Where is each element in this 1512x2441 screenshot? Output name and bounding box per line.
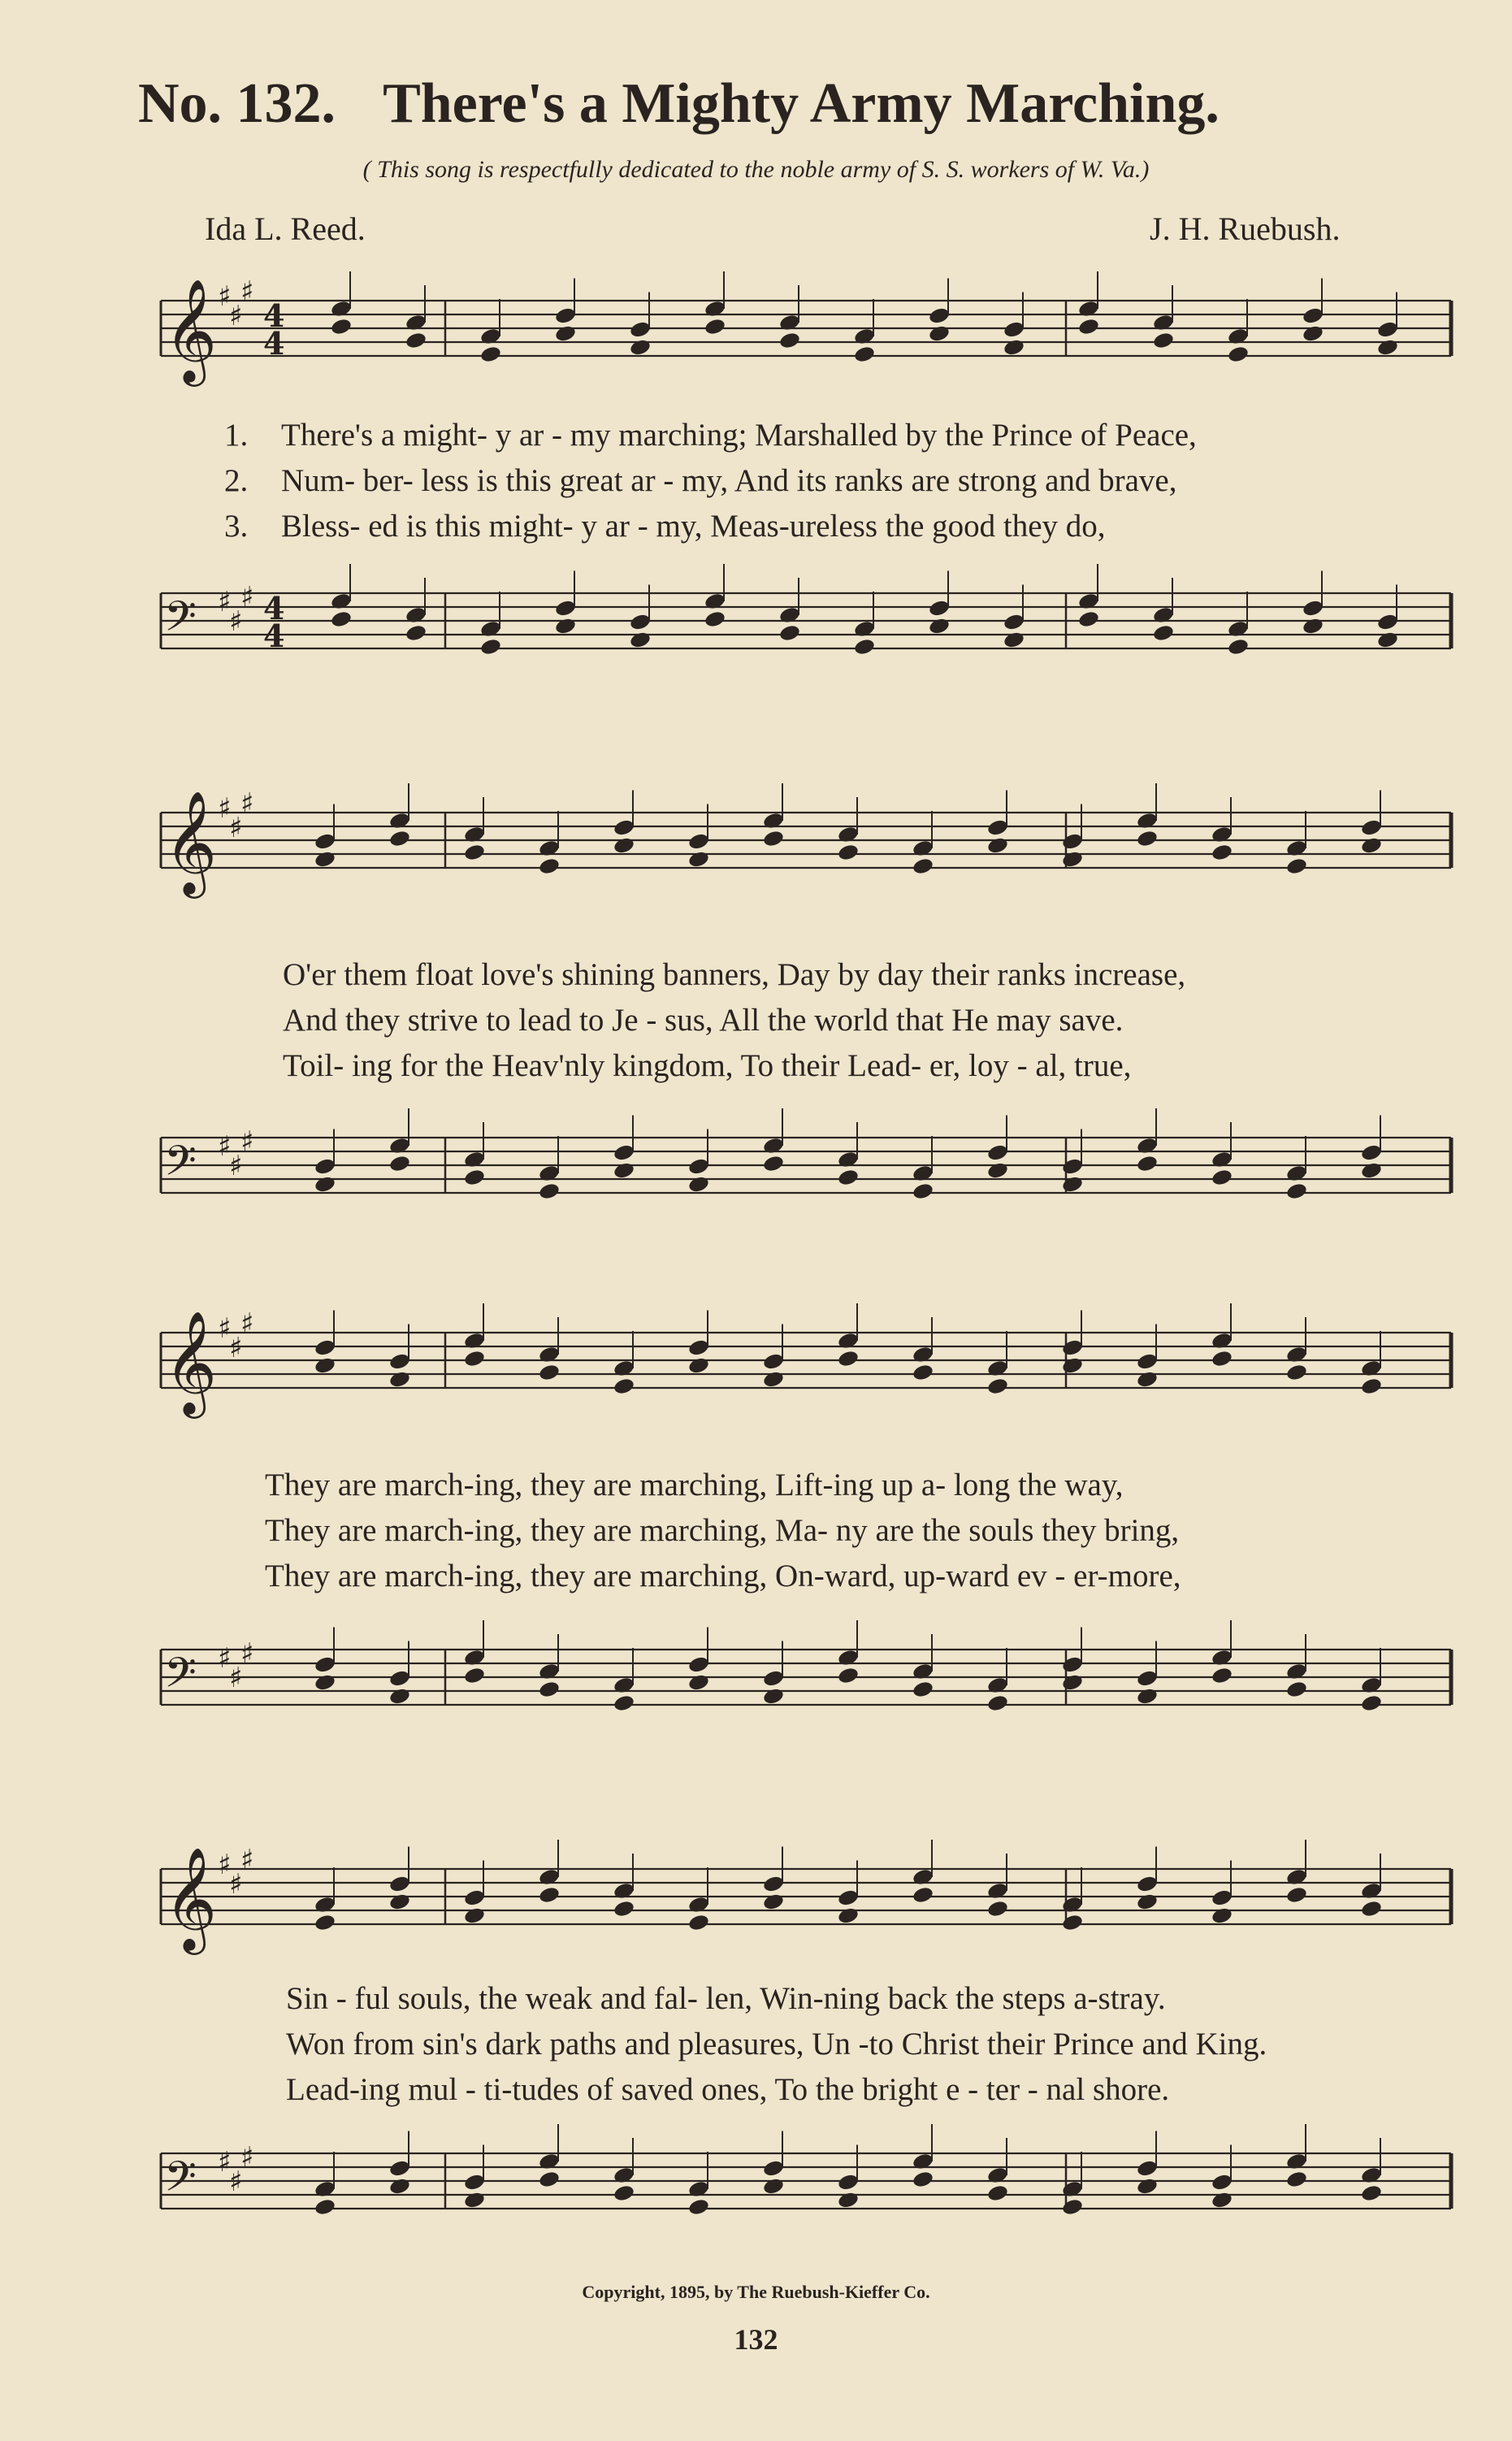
lyric-line: They are march-ing, they are marching, Ma- ny are the souls they bring, <box>265 1513 1180 1548</box>
note-heads <box>314 1303 1383 1396</box>
sharp-icon: ♯ <box>229 1662 243 1694</box>
lyrics-system-4 <box>286 1976 1267 2113</box>
staff-lines <box>161 2153 1451 2209</box>
sharp-icon: ♯ <box>218 2146 232 2179</box>
sharp-icon: ♯ <box>229 605 243 638</box>
lyric-line: They are march-ing, they are marching, On-ward, up-ward ev - er-more, <box>265 1559 1181 1593</box>
treble-clef-icon: 𝄞 <box>164 790 218 894</box>
staff-lines <box>161 593 1451 648</box>
sharp-icon: ♯ <box>229 1332 243 1364</box>
time-signature-bottom: 4 <box>263 618 285 654</box>
sharp-icon: ♯ <box>240 581 254 614</box>
note-heads <box>314 1840 1383 1932</box>
staff-lines <box>161 1869 1451 1924</box>
lyrics-system-3 <box>265 1463 1181 1599</box>
dedication: ( This song is respectfully dedicated to the noble army of S. S. workers of W. Va.) <box>362 156 1150 183</box>
lyric-line: Toil- ing for the Heav'nly kingdom, To their Lead- er, loy - al, true, <box>283 1048 1132 1083</box>
treble-staff-system-3 <box>0 1300 1512 1463</box>
hymn-number: No. 132. <box>138 72 336 135</box>
bass-clef-icon: 𝄢 <box>164 592 197 651</box>
sharp-icon: ♯ <box>218 1130 232 1163</box>
sharp-icon: ♯ <box>229 2166 243 2198</box>
sharp-icon: ♯ <box>240 275 254 308</box>
sharp-icon: ♯ <box>218 792 232 825</box>
lyric-line: Sin - ful souls, the weak and fal- len, Win-ning back the steps a-stray. <box>286 1981 1166 2016</box>
note-heads <box>330 271 1399 364</box>
sharp-icon: ♯ <box>229 812 243 844</box>
treble-staff-system-4 <box>0 1836 1512 1983</box>
lyricist-credit: Ida L. Reed. <box>205 210 366 247</box>
time-signature-top: 4 <box>263 297 285 334</box>
treble-staff-system-2 <box>0 780 1512 943</box>
sharp-icon: ♯ <box>218 280 232 313</box>
bass-staff-system-4 <box>0 2121 1512 2259</box>
time-signature-top: 4 <box>263 590 285 627</box>
bass-staff-system-2 <box>0 1105 1512 1268</box>
sharp-icon: ♯ <box>229 300 243 332</box>
treble-clef-icon: 𝄞 <box>164 278 218 382</box>
lyric-line: 2. Num- ber- less is this great ar - my, And its ranks are strong and brave, <box>224 463 1177 498</box>
lyric-line: They are march-ing, they are marching, Lift-ing up a- long the way, <box>265 1468 1124 1502</box>
sharp-icon: ♯ <box>218 1642 232 1675</box>
bass-clef-icon: 𝄢 <box>164 2152 197 2211</box>
staff-lines <box>161 1650 1451 1705</box>
sharp-icon: ♯ <box>229 1150 243 1182</box>
lyrics-system-1 <box>224 413 1197 549</box>
staff-lines <box>161 1333 1451 1388</box>
note-heads <box>314 1620 1383 1713</box>
bass-clef-icon: 𝄢 <box>164 1648 197 1707</box>
page-number: 132 <box>734 2323 778 2356</box>
staff-lines <box>161 1138 1451 1193</box>
note-heads <box>330 564 1399 657</box>
time-signature-bottom: 4 <box>263 325 285 362</box>
sharp-icon: ♯ <box>240 2141 254 2174</box>
sharp-icon: ♯ <box>240 1125 254 1158</box>
sharp-icon: ♯ <box>240 787 254 820</box>
sharp-icon: ♯ <box>218 1849 232 1881</box>
staff-lines <box>161 301 1451 356</box>
lyric-line: 1. There's a might- y ar - my marching; Marshalled by the Prince of Peace, <box>224 418 1197 453</box>
lyric-line: 3. Bless- ed is this might- y ar - my, Meas-ureless the good they do, <box>224 509 1106 544</box>
staff-lines <box>161 813 1451 868</box>
composer-credit: J. H. Ruebush. <box>1150 210 1341 247</box>
lyrics-system-2 <box>283 952 1185 1089</box>
bass-clef-icon: 𝄢 <box>164 1136 197 1195</box>
treble-clef-icon: 𝄞 <box>164 1846 218 1950</box>
sharp-icon: ♯ <box>218 1312 232 1345</box>
lyric-line: Lead-ing mul - ti-tudes of saved ones, To the bright e - ter - nal shore. <box>286 2072 1170 2107</box>
treble-clef-icon: 𝄞 <box>164 1310 218 1414</box>
note-heads <box>314 2124 1383 2217</box>
treble-staff-system-1 <box>0 268 1512 398</box>
bass-staff-system-3 <box>0 1617 1512 1780</box>
sharp-icon: ♯ <box>240 1844 254 1876</box>
hymn-title <box>138 72 1406 137</box>
lyric-line: Won from sin's dark paths and pleasures, Un -to Christ their Prince and King. <box>286 2027 1267 2062</box>
lyric-line: And they strive to lead to Je - sus, All the world that He may save. <box>283 1003 1124 1038</box>
copyright-notice: Copyright, 1895, by The Ruebush-Kieffer Co. <box>582 2282 930 2302</box>
lyric-line: O'er them float love's shining banners, Day by day their ranks increase, <box>283 957 1186 992</box>
sharp-icon: ♯ <box>218 586 232 618</box>
sharp-icon: ♯ <box>240 1307 254 1340</box>
hymn-name: There's a Mighty Army Marching. <box>383 72 1220 135</box>
sharp-icon: ♯ <box>240 1637 254 1670</box>
bass-staff-system-1 <box>0 561 1512 723</box>
note-heads <box>314 1108 1383 1201</box>
sharp-icon: ♯ <box>229 1868 243 1901</box>
note-heads <box>314 783 1383 876</box>
